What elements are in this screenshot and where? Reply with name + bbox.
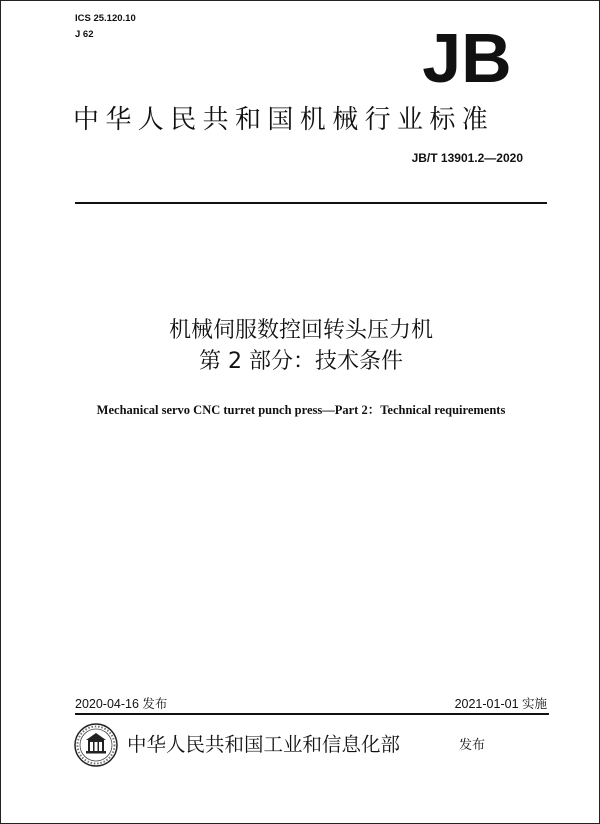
ministry-emblem-icon xyxy=(73,722,119,768)
issue-date: 2020-04-16 发布 xyxy=(75,697,168,711)
title-en: Mechanical servo CNC turret punch press—Part 2：Technical requirements xyxy=(96,403,506,417)
classification-code: J 62 xyxy=(75,29,94,40)
title-cn-line1: 机械伺服数控回转头压力机 xyxy=(168,318,433,343)
ics-code: ICS 25.120.10 xyxy=(75,13,136,24)
header-divider xyxy=(75,202,547,204)
footer-divider xyxy=(75,713,549,715)
standard-number: JB/T 13901.2—2020 xyxy=(411,151,523,165)
title-cn-line2: 第 2 部分：技术条件 xyxy=(199,349,403,374)
logo-text: JB xyxy=(422,27,512,87)
issuer-name: 中华人民共和国工业和信息化部 xyxy=(127,733,401,756)
issuer-suffix: 发布 xyxy=(459,738,486,753)
jb-standard-logo xyxy=(407,27,527,87)
implementation-date: 2021-01-01 实施 xyxy=(454,697,547,711)
standard-category: 中华人民共和国机械行业标准 xyxy=(73,105,495,135)
